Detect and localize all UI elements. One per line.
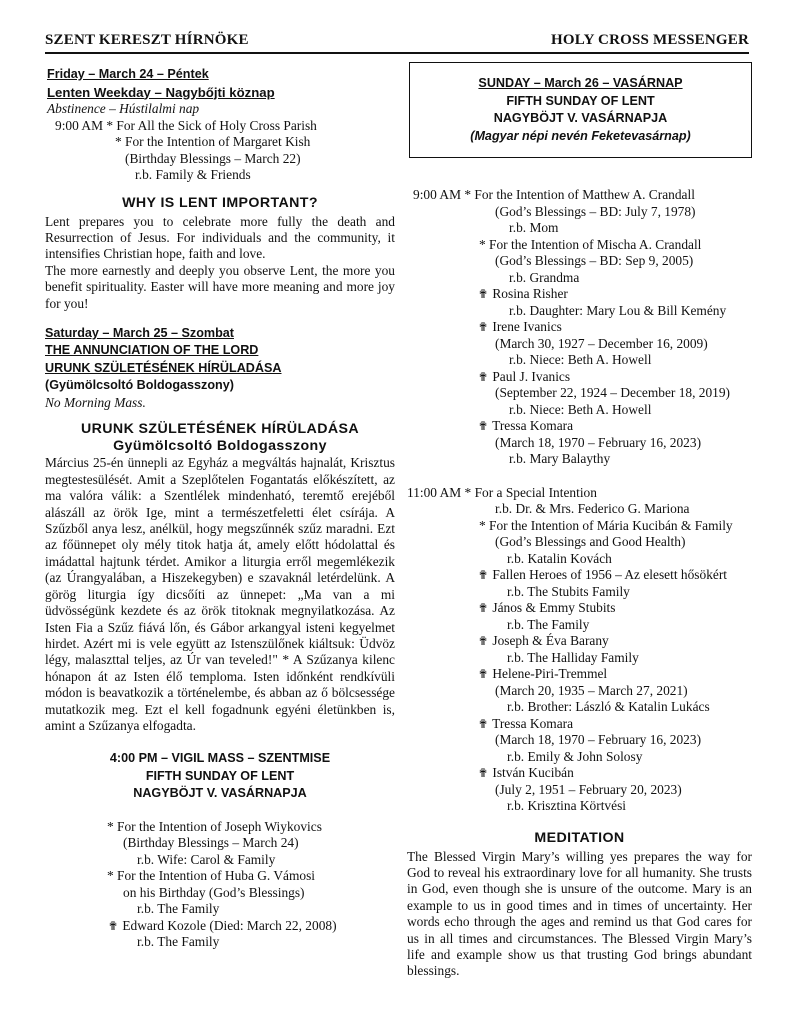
cross-icon: ✟ [477,667,489,681]
cross-icon: ✟ [477,320,489,334]
mass-line: r.b. The Family [507,616,590,632]
annunciation-section [45,421,395,734]
cross-icon: ✟ [477,716,489,731]
mass-line: ✟ Irene Ivanics [477,319,562,334]
cross-icon: ✟ [477,419,489,433]
friday-section [45,66,395,184]
saturday-section [45,325,395,412]
mass-line: (March 20, 1935 – March 27, 2021) [495,682,688,698]
mass-line: r.b. Brother: László & Katalin Lukács [507,699,710,714]
cross-icon: ✟ [477,601,489,615]
friday-date: Friday – March 24 – Péntek [47,67,209,81]
vigil-intention-line: * For the Intention of Huba G. Vámosi [107,868,316,884]
mass-line: ✟ Tressa Komara [477,418,574,433]
sunday-box [409,62,752,158]
sunday-folk-name: (Magyar népi nevén Feketevasárnap) [470,128,691,143]
mass-11am [407,485,752,815]
mass-line: ✟ Tressa Komara [477,715,574,731]
mass-line: 11:00 AM * For a Special Intention [407,484,597,500]
mass-line: 9:00 AM * For the Intention of Matthew A. Crandall [413,187,695,202]
mass-line: r.b. Dr. & Mrs. Federico G. Mariona [495,501,690,516]
cross-icon: ✟ [477,766,489,780]
header-hungarian-title: SZENT KERESZT HÍRNÖKE [45,32,249,48]
mass-line: ✟ Joseph & Éva Barany [477,633,609,648]
mass-line: * For the Intention of Mária Kucibán & Family [479,517,733,533]
sunday-date: SUNDAY – March 26 – VASÁRNAP [478,76,683,90]
meditation-heading: MEDITATION [534,829,625,846]
mass-line: r.b. The Halliday Family [507,649,639,665]
sunday-subtitle: FIFTH SUNDAY OF LENT [506,93,655,108]
mass-line: (March 30, 1927 – December 16, 2009) [495,335,708,351]
vigil-intention-line: r.b. The Family [137,901,220,917]
mass-line: r.b. Daughter: Mary Lou & Bill Kemény [509,302,727,318]
mass-line: ✟ Fallen Heroes of 1956 – Az elesett hősökért [477,567,728,582]
cross-icon: ✟ [477,287,489,301]
mass-line: ✟ Rosina Risher [477,286,568,301]
mass-line: (God’s Blessings – BD: Sep 9, 2005) [495,253,694,268]
cross-icon: ✟ [107,918,119,933]
mass-line: ✟ Paul J. Ivanics [477,368,571,384]
friday-mass-line: * For the Intention of Margaret Kish [115,134,311,149]
mass-line: r.b. Emily & John Solosy [507,748,643,764]
cross-icon: ✟ [477,568,489,582]
left-column [45,66,395,951]
friday-mass-line: (Birthday Blessings – March 22) [125,150,301,166]
mass-line: r.b. Mary Balaythy [509,451,611,466]
why-lent-paragraph: The more earnestly and deeply you observe Lent, the more you benefit spirituality. Easter will have more meaning and more joy for you! [45,262,395,311]
mass-line: (God’s Blessings and Good Health) [495,534,686,549]
annunciation-text: Március 25-én ünnepli az Egyház a megváltás hajnalát, Krisztus megtestesülését. Amit a Szeplőtelen Fogantatás előkészített, az ma valóra válik: a Szentlélek mindenható, teremtő erejéből alászáll az örök Ige, mint a természetfeletti élet csírája. A Szűzből anya lesz, anélkül, hogy megszűnnék szűz maradni. Ezt az főünnepet oly mély titok hatja át, amely előtt hódolattal és imádattal hajtunk térdet. Amikor a liturgia erről megemlékezik (az Úrangyalában, a Hiszekegyben) e szavaknál letérdelünk. A görög liturgia így dicsőíti az ünnepet: „Ma van a mi üdvösségünk kezdete és az örök titoknak megnyilatkozása. Az Isten Fia a Szűz fiává lőn, és Gábor arkangyal isteni kegyelmet hirdet. Azért mi is vele együtt az Istenszülőnek kiáltsuk: Üdvöz légy, malaszttal teljes, az Úr van teveled!" * A Szűzanya kilenc hónapon át az Isten élő temploma. Isten időnként rendkívüli módon is beavatkozik a történelembe, és abban az ő bölcsessége mutatkozik meg. Ezt el kell fogadnunk egyéni életünkben is, amint a Szűzanya elfogadta. [45,455,395,733]
mass-line: r.b. Grandma [509,269,580,285]
friday-mass-line: r.b. Family & Friends [135,167,251,182]
saturday-note: No Morning Mass. [45,394,146,410]
mass-line: (March 18, 1970 – February 16, 2023) [495,732,702,747]
saturday-title-hungarian: URUNK SZÜLETÉSÉNEK HÍRÜLADÁSA [45,360,282,375]
vigil-intention-line: ✟ Edward Kozole (Died: March 22, 2008) [107,917,337,933]
saturday-title: THE ANNUNCIATION OF THE LORD [45,343,259,358]
meditation-text: The Blessed Virgin Mary’s willing yes prepares the way for God to reveal his extraordinary love for all humanity. She trusts in God, even though she is unsure of the outcome. Mary is an example to us in good times and in times of uncertainty. Her words echo through the ages and remind us that God cares for us in all times and circumstances. The Blessed Virgin Mary’s life and example show us that trusting God brings abundant blessings. [407,848,752,979]
mass-line: (September 22, 1924 – December 18, 2019) [495,385,731,400]
header-english-title: HOLY CROSS MESSENGER [551,32,749,48]
mass-line: r.b. Krisztina Körtvési [507,798,627,813]
mass-line: (July 2, 1951 – February 20, 2023) [495,781,682,797]
vigil-mass-title: 4:00 PM – VIGIL MASS – SZENTMISE [109,751,331,766]
mass-line: ✟ István Kucibán [477,765,574,780]
mass-line: ✟ János & Emmy Stubits [477,600,616,615]
mass-line: r.b. The Stubits Family [507,583,630,599]
mass-line: r.b. Niece: Beth A. Howell [509,401,652,417]
vigil-mass-subtitle: FIFTH SUNDAY OF LENT [145,768,295,783]
meditation-section [407,830,752,980]
why-lent-paragraph: Lent prepares you to celebrate more fully the death and Resurrection of Jesus. For individuals and the community, it intensifies Christian hope, faith and love. [45,213,395,262]
vigil-mass-section [45,750,395,951]
mass-line: ✟ Helene-Piri-Tremmel [477,666,608,681]
vigil-intention-line: r.b. Wife: Carol & Family [137,851,276,867]
right-column [407,62,752,980]
friday-mass-line: 9:00 AM * For All the Sick of Holy Cross Parish [55,117,317,133]
annunciation-subheading: Gyümölcsoltó Boldogasszony [113,438,327,455]
page-header [45,30,749,54]
mass-9am [413,187,752,468]
mass-line: (God’s Blessings – BD: July 7, 1978) [495,203,696,219]
saturday-date: Saturday – March 25 – Szombat [45,325,234,340]
vigil-intention-line: * For the Intention of Joseph Wiykovics [107,818,322,834]
vigil-mass-subtitle-hungarian: NAGYBÖJT V. VASÁRNAPJA [133,786,307,801]
annunciation-heading: URUNK SZÜLETÉSÉNEK HÍRÜLADÁSA [80,421,360,438]
vigil-intention-line: on his Birthday (God’s Blessings) [123,884,305,900]
cross-icon: ✟ [477,634,489,648]
why-lent-heading: WHY IS LENT IMPORTANT? [122,194,318,211]
saturday-subtitle: (Gyümölcsoltó Boldogasszony) [45,378,234,393]
mass-line: r.b. Katalin Kovách [507,550,612,566]
mass-line: r.b. Mom [509,220,559,235]
why-lent-section [45,195,395,312]
mass-line: * For the Intention of Mischa A. Crandall [479,236,702,252]
sunday-subtitle-hungarian: NAGYBÖJT V. VASÁRNAPJA [493,111,668,125]
friday-title: Lenten Weekday – Nagybőjti köznap [47,84,275,100]
cross-icon: ✟ [477,369,489,384]
vigil-intention-line: (Birthday Blessings – March 24) [123,835,299,851]
friday-note: Abstinence – Hústilalmi nap [47,101,200,116]
vigil-intention-line: r.b. The Family [137,934,220,950]
mass-line: (March 18, 1970 – February 16, 2023) [495,434,702,450]
mass-line: r.b. Niece: Beth A. Howell [509,352,652,367]
